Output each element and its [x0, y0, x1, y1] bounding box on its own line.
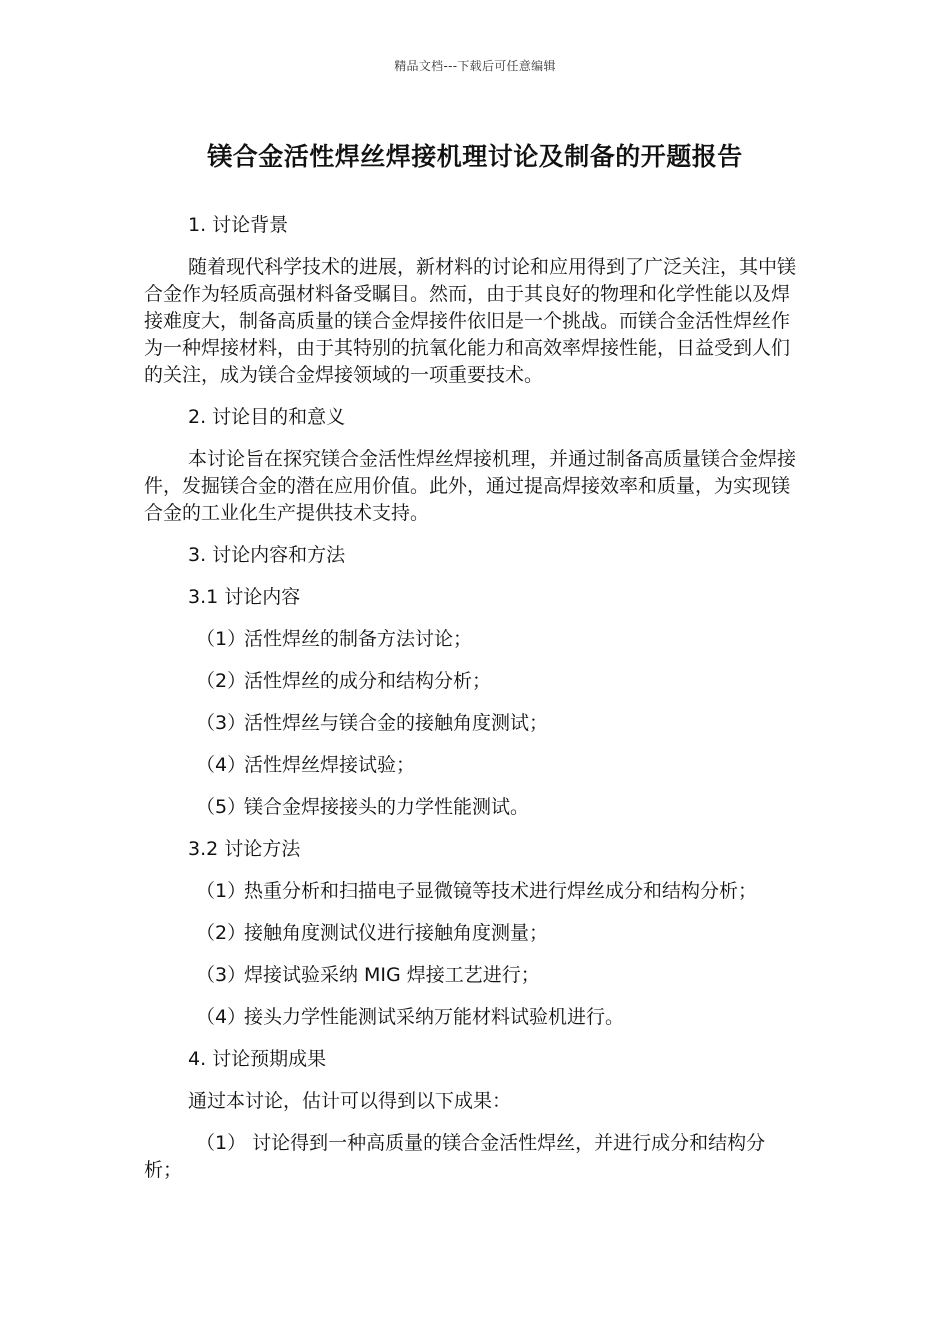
list-item-number: （2） [196, 922, 247, 944]
list-item [144, 668, 800, 695]
list-item-text: 活性焊丝的制备方法讨论； [244, 628, 473, 650]
section-heading-background: 1. 讨论背景 [188, 214, 289, 236]
subsection-heading-content: 3.1 讨论内容 [188, 586, 301, 608]
list-item-number: （4） [196, 1006, 247, 1028]
list-item-number: （3） [196, 964, 247, 986]
list-item-text: 接触角度测试仪进行接触角度测量； [244, 922, 549, 944]
list-item-text: 接头力学性能测试采纳万能材料试验机进行。 [244, 1006, 625, 1028]
list-item-number: （4） [196, 754, 247, 776]
list-item-number: （3） [196, 712, 247, 734]
paragraph-background: 随着现代科学技术的进展，新材料的讨论和应用得到了广泛关注，其中镁合金作为轻质高强材料备受瞩目。然而，由于其良好的物理和化学性能以及焊接难度大，制备高质量的镁合金焊接件依旧是一个挑战。而镁合金活性焊丝作为一种焊接材料，由于其特别的抗氧化能力和高效率焊接性能，日益受到人们的关注，成为镁合金焊接领域的一项重要技术。 [144, 256, 797, 386]
section-heading-content-methods: 3. 讨论内容和方法 [188, 544, 346, 566]
list-item-number: （1） [196, 628, 247, 650]
list-item-text: 镁合金焊接接头的力学性能测试。 [244, 796, 530, 818]
list-item [144, 962, 800, 989]
page-header: 精品文档---下载后可任意编辑 [394, 59, 556, 73]
document-title: 镁合金活性焊丝焊接机理讨论及制备的开题报告 [207, 142, 743, 171]
list-item-wrapped: （1） 讨论得到一种高质量的镁合金活性焊丝，并进行成分和结构分析； [144, 1132, 766, 1181]
list-item [144, 878, 800, 905]
list-item-text: 焊接试验采纳 MIG 焊接工艺进行； [244, 964, 540, 986]
list-item [144, 794, 800, 821]
document-body [144, 212, 800, 1199]
list-item [144, 1004, 800, 1031]
list-item [144, 920, 800, 947]
list-item-text: 活性焊丝的成分和结构分析； [244, 670, 492, 692]
list-item-number: （5） [196, 796, 247, 818]
list-item-text: 活性焊丝焊接试验； [244, 754, 416, 776]
section-heading-expected-results: 4. 讨论预期成果 [188, 1048, 327, 1070]
paragraph-expected-results: 通过本讨论，估计可以得到以下成果： [188, 1090, 512, 1112]
section-heading-purpose: 2. 讨论目的和意义 [188, 406, 346, 428]
subsection-heading-methods: 3.2 讨论方法 [188, 838, 301, 860]
list-item-text: 热重分析和扫描电子显微镜等技术进行焊丝成分和结构分析； [244, 880, 758, 902]
list-item [144, 626, 800, 653]
list-item [144, 710, 800, 737]
list-item [144, 752, 800, 779]
list-item-text: 活性焊丝与镁合金的接触角度测试； [244, 712, 549, 734]
paragraph-purpose: 本讨论旨在探究镁合金活性焊丝焊接机理，并通过制备高质量镁合金焊接件，发掘镁合金的潜在应用价值。此外，通过提高焊接效率和质量，为实现镁合金的工业化生产提供技术支持。 [144, 448, 797, 524]
list-item-number: （2） [196, 670, 247, 692]
list-item-number: （1） [196, 880, 247, 902]
